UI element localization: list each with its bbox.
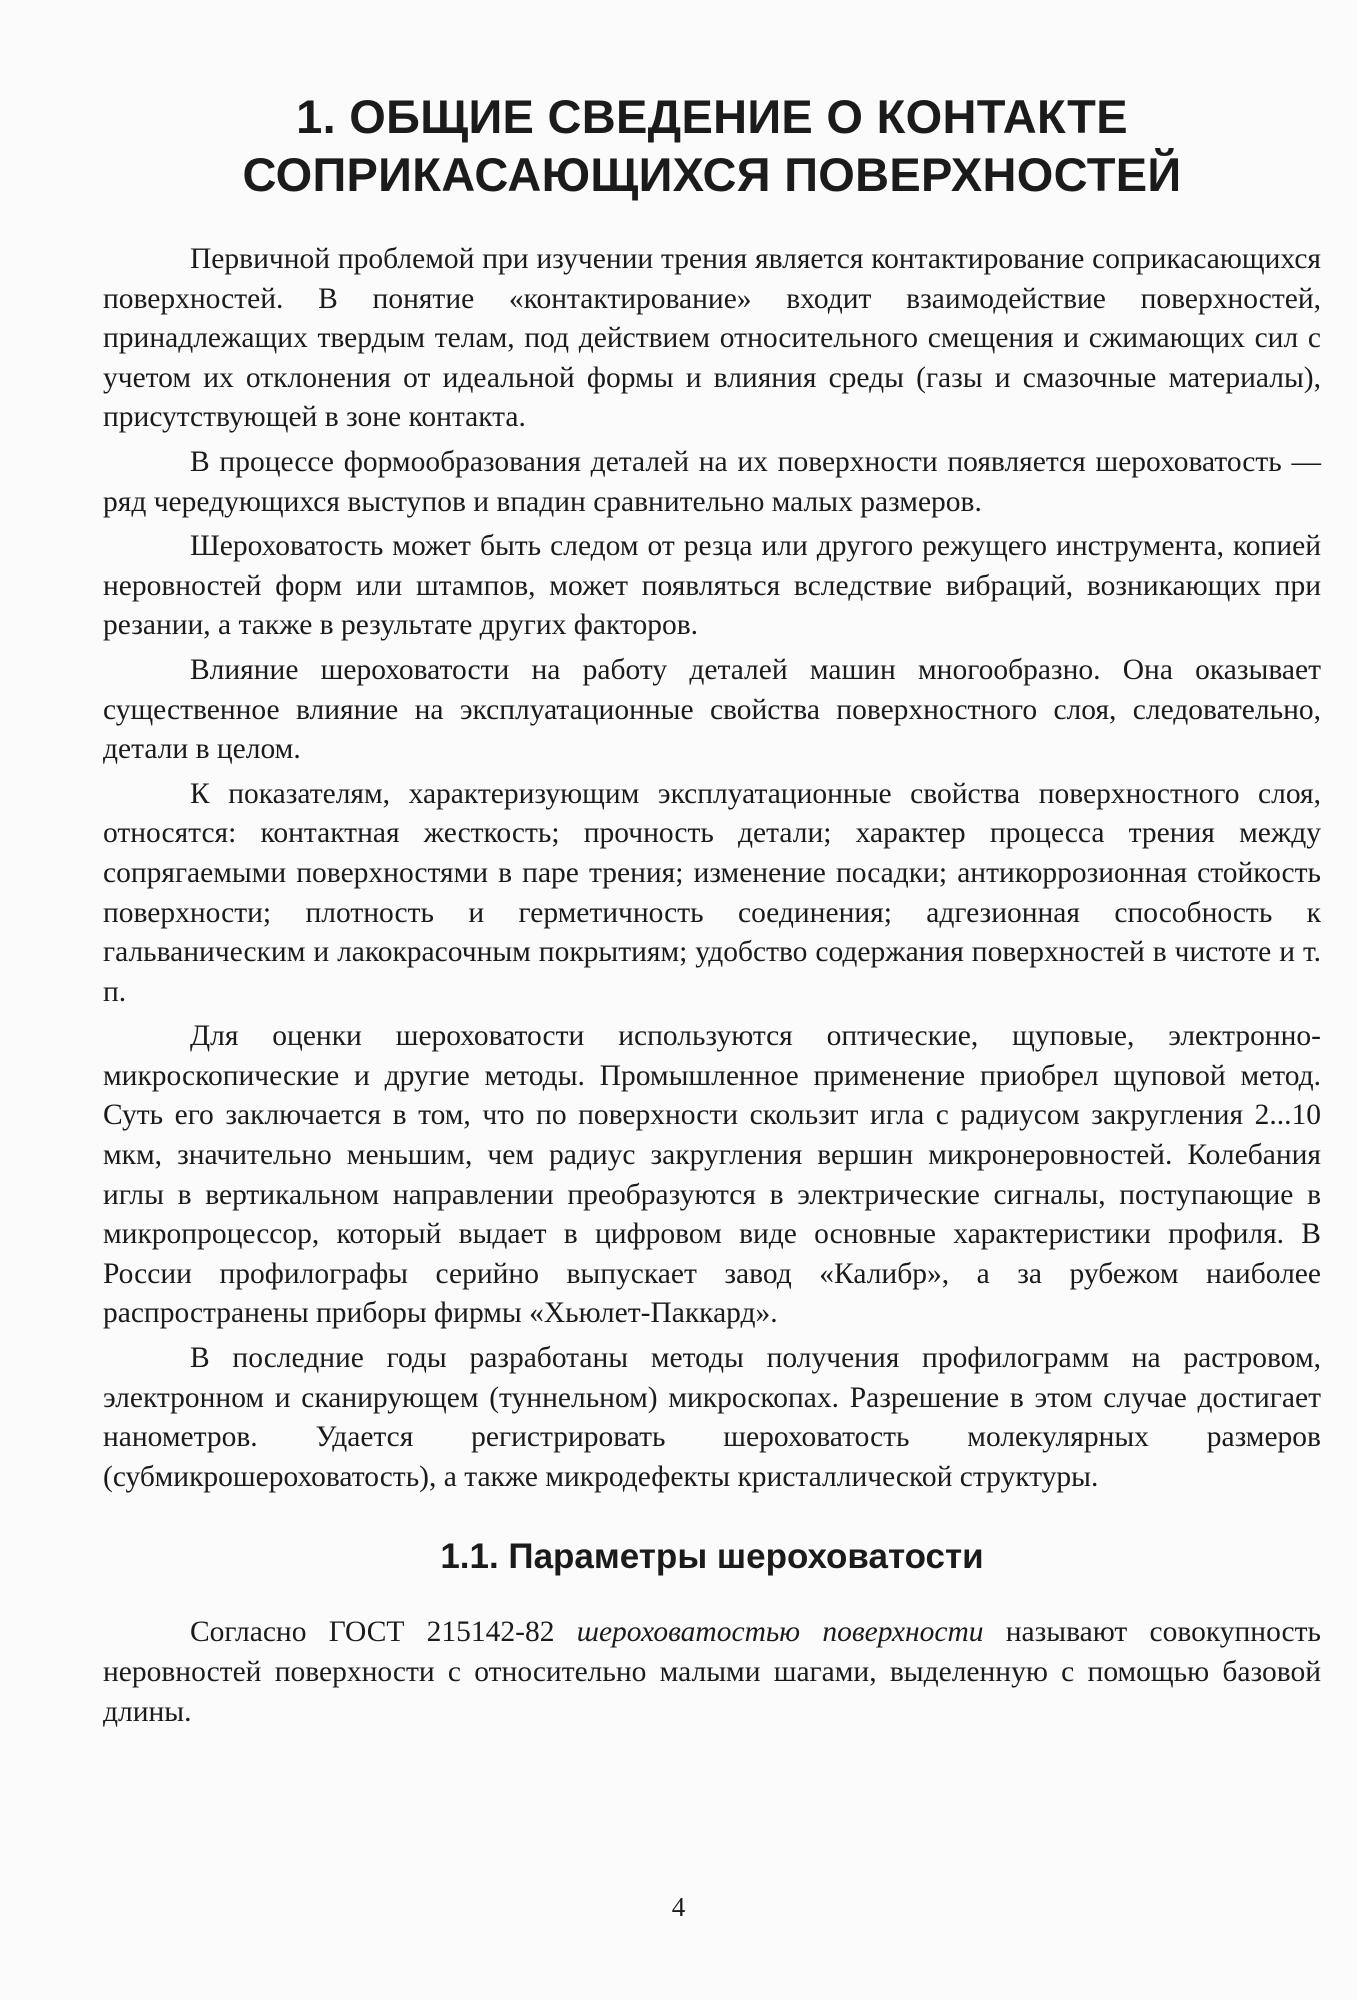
body-text xyxy=(103,240,1321,1497)
paragraph-7: В последние годы разработаны методы получения профилограмм на растровом, электронном и сканирующем (туннельном) микроскопах. Разрешение в этом случае достигает нанометров. Удается регистрировать шероховатость молекулярных размеров (субмикрошероховатость), а также микродефекты кристаллической структуры. xyxy=(103,1342,1321,1493)
section-paragraph-end: называют совокупность неровностей поверхности с относительно малыми шагами, выделенную с помощью базовой длины. xyxy=(103,1616,1321,1728)
section-paragraph-term: шероховатостью поверхности xyxy=(576,1616,984,1649)
section-title: 1.1. Параметры шероховатости xyxy=(440,1537,984,1577)
page-number: 4 xyxy=(671,1892,686,1922)
page-content xyxy=(103,88,1321,1732)
chapter-title-line-1: 1. ОБЩИЕ СВЕДЕНИЕ О КОНТАКТЕ xyxy=(296,90,1128,143)
paragraph-2: В процессе формообразования деталей на их поверхности появляется шероховатость — ряд чередующихся выступов и впадин сравнительно малых размеров. xyxy=(103,445,1321,518)
chapter-title-line-2: СОПРИКАСАЮЩИХСЯ ПОВЕРХНОСТЕЙ xyxy=(242,148,1182,201)
paragraph-1: Первичной проблемой при изучении трения является контактирование соприкасающихся поверхностей. В понятие «контактирование» входит взаимодействие поверхностей, принадлежащих твердым телам, под действием относительного смещения и сжимающих сил с учетом их отклонения от идеальной формы и влияния среды (газы и смазочные материалы), присутствующей в зоне контакта. xyxy=(103,243,1321,434)
section-paragraph-start: Согласно ГОСТ 215142-82 xyxy=(190,1616,577,1649)
section-paragraph xyxy=(103,1613,1321,1732)
paragraph-3: Шероховатость может быть следом от резца или другого режущего инструмента, копией неровностей форм или штампов, может появляться вследствие вибраций, возникающих при резании, а также в результате других факторов. xyxy=(103,530,1321,642)
paragraph-4: Влияние шероховатости на работу деталей машин многообразно. Она оказывает существенное влияние на эксплуатационные свойства поверхностного слоя, следовательно, детали в целом. xyxy=(103,653,1321,766)
paragraph-6: Для оценки шероховатости используются оптические, щуповые, электронно-микроскопические и другие методы. Промышленное применение приобрел щуповой метод. Суть его заключается в том, что по поверхности скользит игла с радиусом закругления 2...10 мкм, значительно меньшим, чем радиус закругления вершин микронеровностей. Колебания иглы в вертикальном направлении преобразуются в электрические сигналы, поступающие в микропроцессор, который выдает в цифровом виде основные характеристики профиля. В России профилографы серийно выпускает завод «Калибр», а за рубежом наиболее распространены приборы фирмы «Хьюлет-Паккард». xyxy=(103,1020,1321,1330)
paragraph-5: К показателям, характеризующим эксплуатационные свойства поверхностного слоя, относятся: контактная жесткость; прочность детали; характер процесса трения между сопрягаемыми поверхностями в паре трения; изменение посадки; антикоррозионная стойкость поверхности; плотность и герметичность соединения; адгезионная способность к гальваническим и лакокрасочным покрытиям; удобство содержания поверхностей в чистоте и т. п. xyxy=(103,777,1321,1008)
chapter-title xyxy=(103,88,1321,204)
